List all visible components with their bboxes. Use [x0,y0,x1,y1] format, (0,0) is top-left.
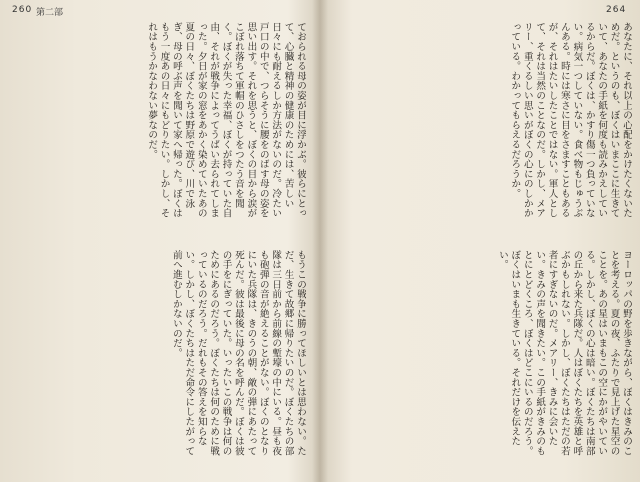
book-gutter [312,0,328,482]
running-head: 第二部 [36,8,64,18]
right-page-upper-text: あなたに、それ以上の心配をかけたくないためだ。というのも、ぼくはいまここに生きていて、あなたの手紙を何度も読みかえしているからだ。ぼくは、かすり傷一つ負っていない。病気一つしていない。食べ物もじゅうぶんある。時には寒さに目をさますこともあるが、それはたいしたことではない。軍人として、それは当然のことなのだ。しかし、メアリー、重くるしい思いがぼくの心にのしかかっている。わかってもらえるだろうか。 [509,22,632,218]
left-page-lower-text: もうこの戦争に勝ってほしいとは思わない。ただ、生きて故郷に帰りたいのだ。ぼくたちの部隊は三日前から前線の塹壕の中にいる。昼も夜も砲弾の音が絶えることがない。ぼくのとなりにいた兵隊は、きのうの朝、敵の弾にあたって死んだ。彼は最後に母の名を呼んだ。ぼくは彼の手をにぎっていた。いったいこの戦争は何のためにあるのだろう。ぼくたちは何のために戦っているのだろう。だれもその答えを知らない。しかし、ぼくたちはただ命令にしたがって前へ進むしかないのだ。 [170,250,306,456]
right-page-number: 264 [606,5,627,15]
left-page-number: 260 [12,5,33,15]
left-page-upper-text: ておられる母の姿が目に浮かぶ。彼らにとって、心臓と精神の健康のためには、苦しい日々にも耐えるしか方法がないのだ。冷たい戸口の中で、つらそうに腰をのばす母の姿を思い出す。それを思うと、ぼくの目から涙がこぼれ落ちて軍帽のひさしをつたう音を聞く。ぼくが失った幸福、ぼくが持っていた自由、それが戦争によってうばい去られてしまった。夕日が家の窓をあかく染めていたあの夏の日々、ぼくたちは野原で遊び、川で泳ぎ、母の呼ぶ声を聞いて家へ帰った。ぼくはもう一度あの日々にもどりたい。しかし、それはもうかなわない夢なのだ。 [146,22,306,218]
right-page-lower-text: ヨーロッパの野を歩きながら、ぼくはきみのことを考える。夏の夜、ふたりで見上げた星空のことを。あの星はいまもこの空にかがやいている。しかし、ぼくの心は暗い。ぼくたちは南部の丘から来た兵隊だ。人はぼくたちを英雄と呼ぶかもしれない。しかし、ぼくたちはただの若者にすぎないのだ。メアリー、きみに会いたい。きみの声を聞きたい。この手紙がきみのもとにとどくころ、ぼくはどこにいるのだろう。ぼくはいまも生きている。それだけを伝えたい。 [496,250,632,456]
